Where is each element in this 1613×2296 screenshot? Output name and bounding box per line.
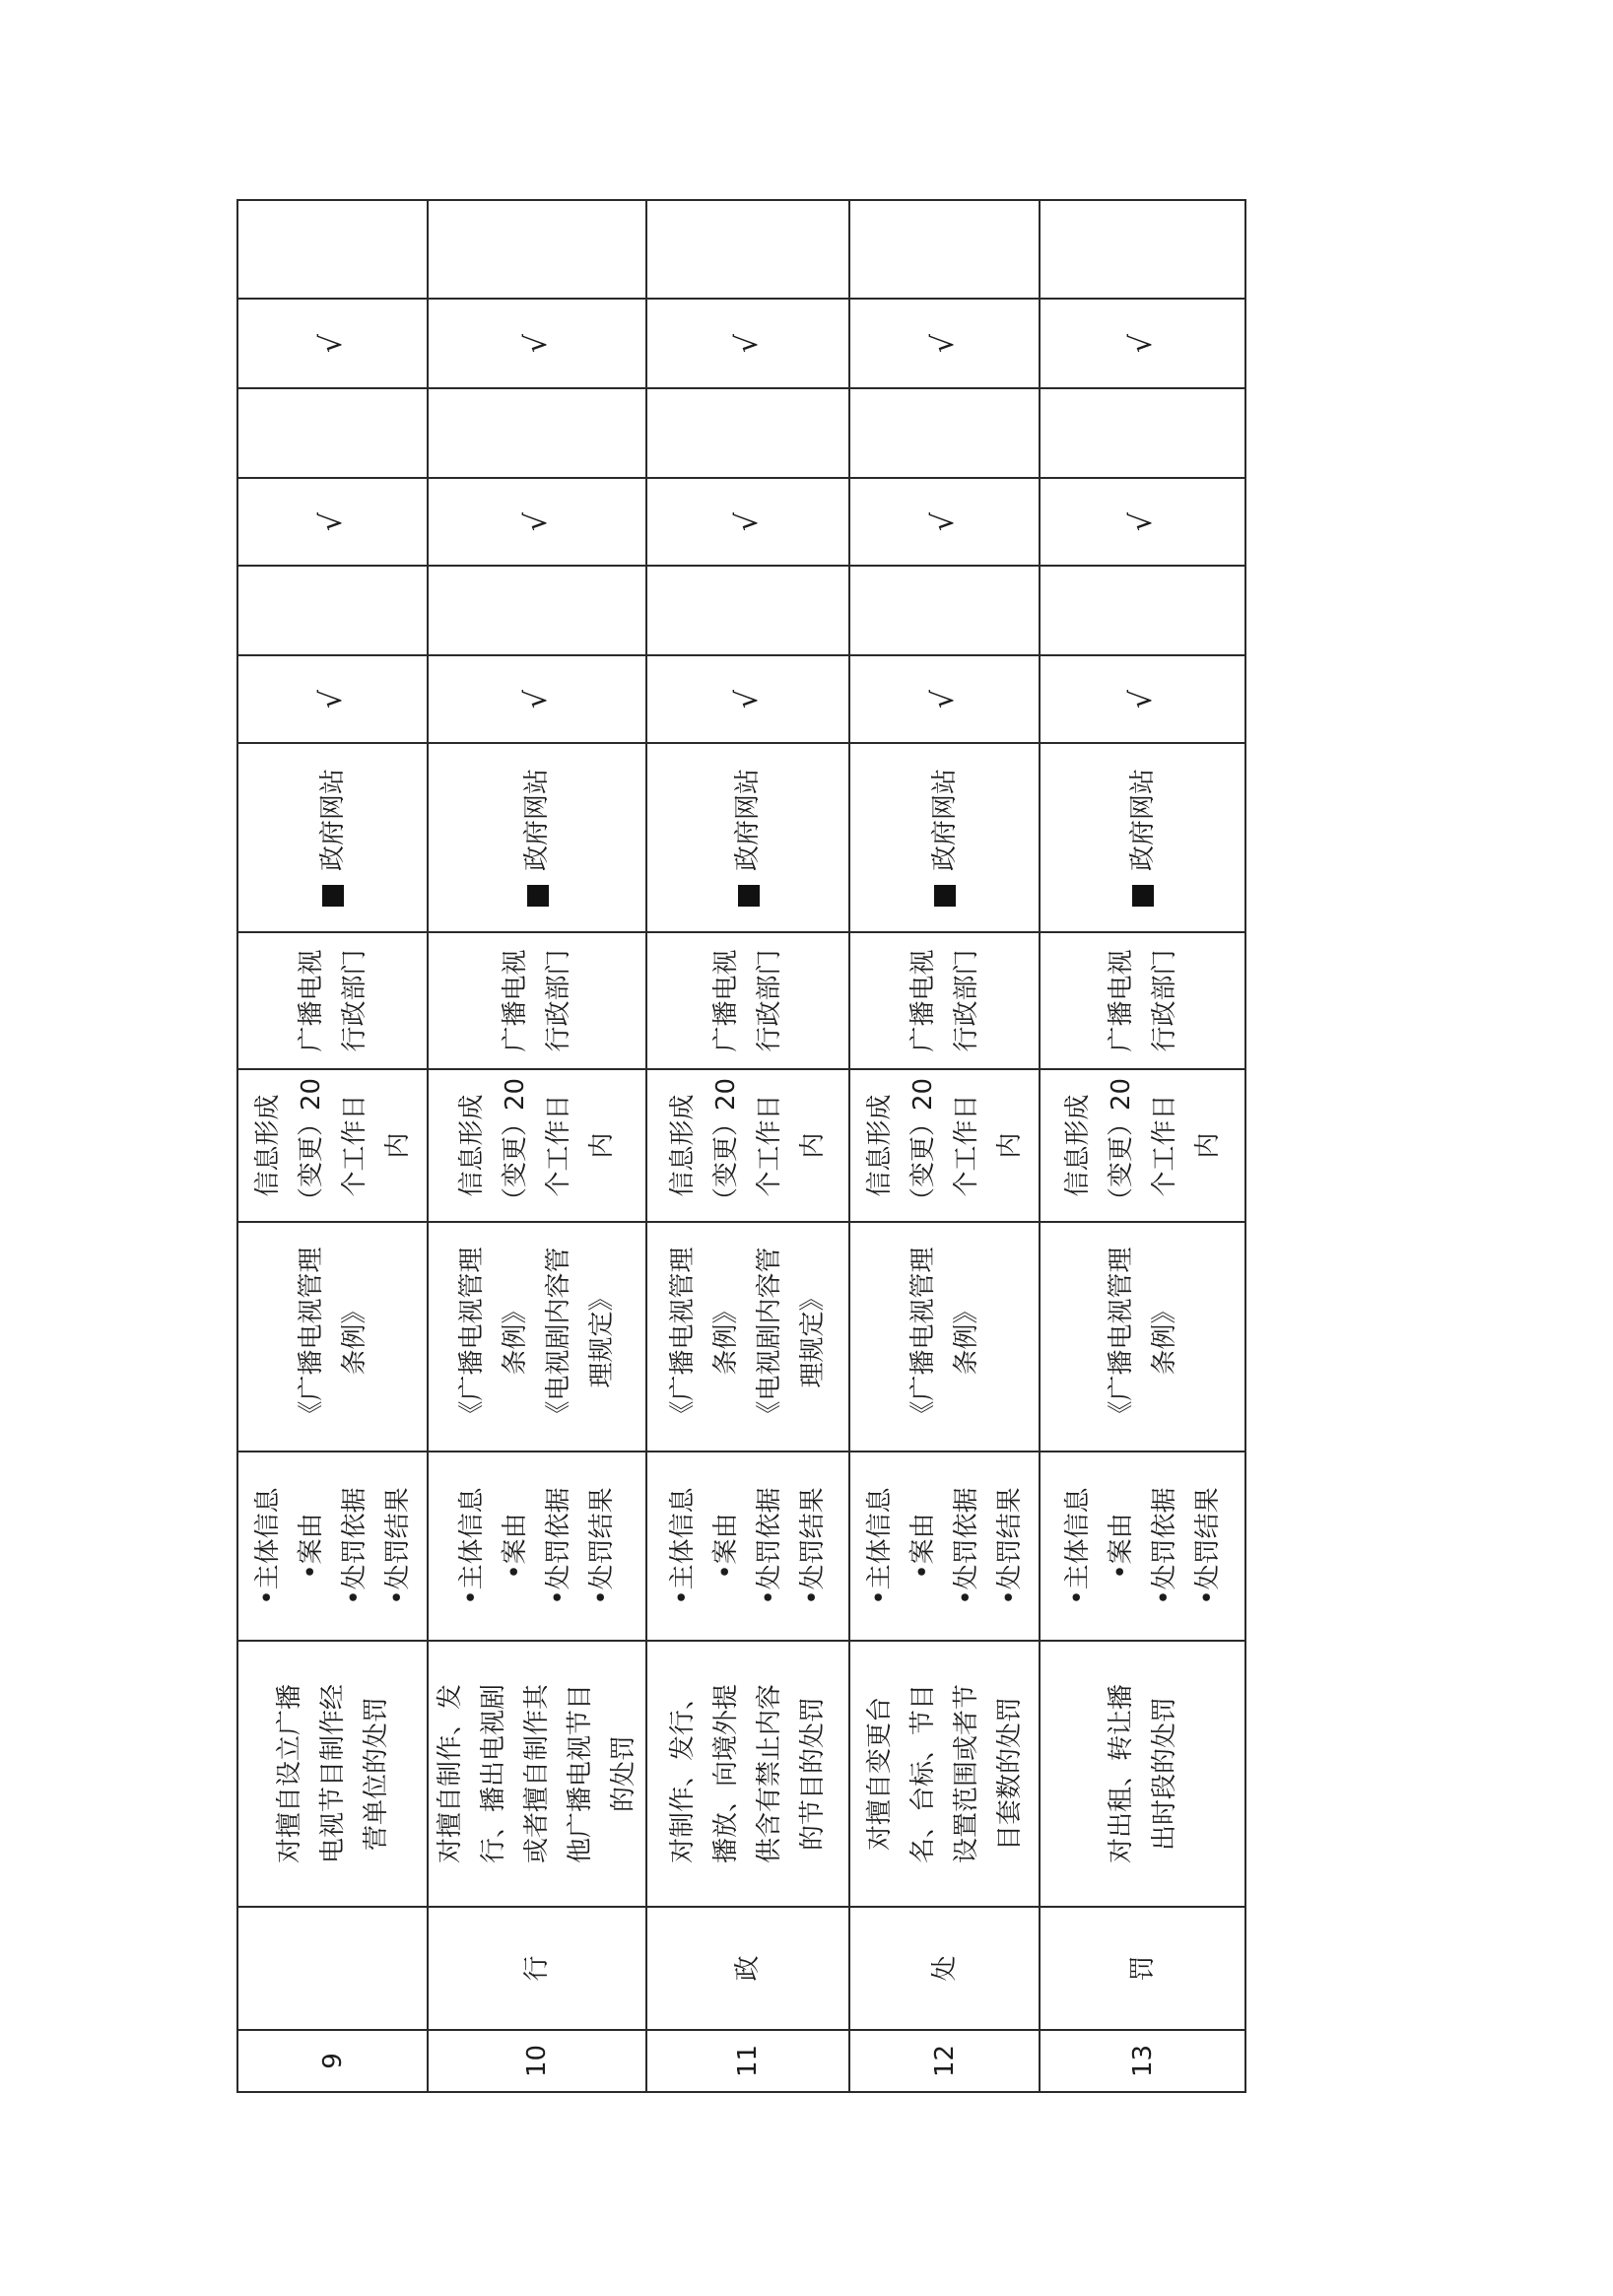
matter-name-line: 他广播电视节目 xyxy=(566,1684,595,1864)
disclosure-term-line: 内 xyxy=(587,1132,617,1159)
matter-name-line: 名、台标、节目 xyxy=(907,1684,938,1864)
table-row xyxy=(849,200,1040,2092)
matter-name-line: 的节目的处罚 xyxy=(798,1697,828,1852)
row-number: 13 xyxy=(1127,2044,1158,2078)
checkmark: √ xyxy=(926,689,961,709)
responsible-unit-line: 广播电视 xyxy=(711,949,741,1052)
category-cell xyxy=(428,1907,646,2030)
element-item: •案由 xyxy=(907,1513,938,1580)
checkmark: √ xyxy=(729,511,765,532)
empty-cell xyxy=(646,388,849,478)
legal-basis-line: 《广播电视管理 xyxy=(296,1247,326,1427)
empty-cell xyxy=(646,566,849,655)
filled-square-icon xyxy=(738,885,760,907)
responsible-unit-cell xyxy=(646,932,849,1069)
disclosure-channel-cell xyxy=(646,743,849,932)
table-row xyxy=(428,200,646,2092)
matter-name-line: 行、播出电视剧 xyxy=(479,1684,508,1864)
matter-name-cell xyxy=(1040,1641,1245,1907)
matter-name-line: 设置范围或者节 xyxy=(951,1684,981,1864)
legal-basis-line: 条例》 xyxy=(1149,1298,1179,1376)
checkmark-cell xyxy=(849,655,1040,743)
element-item: •处罚结果 xyxy=(382,1487,413,1605)
responsible-unit-line: 广播电视 xyxy=(501,949,530,1052)
rotated-document-page xyxy=(236,201,1229,2093)
row-number: 10 xyxy=(522,2044,552,2078)
disclosure-term-line: （变更）20 xyxy=(1106,1077,1136,1214)
legal-basis-cell xyxy=(237,1222,428,1452)
category-char: 政 xyxy=(733,1955,763,1982)
disclosure-term-cell xyxy=(646,1069,849,1222)
matter-name-cell xyxy=(237,1641,428,1907)
disclosure-term-line: （变更）20 xyxy=(296,1077,326,1214)
disclosure-term-line: 信息形成 xyxy=(1062,1094,1093,1197)
legal-basis-line: 《广播电视管理 xyxy=(907,1247,938,1427)
disclosure-term-cell xyxy=(849,1069,1040,1222)
checkmark-cell xyxy=(428,655,646,743)
disclosure-elements-cell xyxy=(237,1452,428,1641)
category-char: 行 xyxy=(522,1955,552,1982)
responsible-unit-cell xyxy=(1040,932,1245,1069)
table-row xyxy=(646,200,849,2092)
matter-name-cell xyxy=(428,1641,646,1907)
checkmark: √ xyxy=(729,333,765,354)
checkmark-cell xyxy=(646,478,849,566)
disclosure-term-line: 信息形成 xyxy=(252,1094,283,1197)
element-item: •案由 xyxy=(711,1513,741,1580)
empty-cell xyxy=(237,200,428,299)
legal-basis-line: 理规定》 xyxy=(587,1285,617,1388)
matter-name-line: 出时段的处罚 xyxy=(1149,1697,1179,1852)
matter-name-line: 供含有禁止内容 xyxy=(755,1684,784,1864)
disclosure-channel-cell xyxy=(1040,743,1245,932)
checkmark-cell xyxy=(237,478,428,566)
disclosure-channel-cell xyxy=(428,743,646,932)
table-row xyxy=(1040,200,1245,2092)
matter-name-line: 对擅自制作、发 xyxy=(436,1684,465,1864)
empty-cell xyxy=(646,200,849,299)
empty-cell xyxy=(237,566,428,655)
disclosure-term-cell xyxy=(428,1069,646,1222)
responsible-unit-line: 广播电视 xyxy=(907,949,938,1052)
row-number-cell xyxy=(646,2030,849,2092)
empty-cell xyxy=(237,388,428,478)
element-item: •案由 xyxy=(1106,1513,1136,1580)
checkmark: √ xyxy=(1124,511,1159,532)
disclosure-channel-cell xyxy=(237,743,428,932)
responsible-unit-line: 行政部门 xyxy=(544,949,573,1052)
disclosure-elements-cell xyxy=(849,1452,1040,1641)
empty-cell xyxy=(849,566,1040,655)
empty-cell xyxy=(1040,200,1245,299)
row-number: 9 xyxy=(317,2053,348,2069)
element-item: •处罚结果 xyxy=(1192,1487,1223,1605)
checkmark: √ xyxy=(1124,333,1159,354)
filled-square-icon xyxy=(527,885,549,907)
legal-basis-cell xyxy=(646,1222,849,1452)
matter-name-line: 电视节目制作经 xyxy=(317,1684,348,1864)
empty-cell xyxy=(849,388,1040,478)
element-item: •主体信息 xyxy=(457,1487,487,1605)
element-item: •主体信息 xyxy=(668,1487,698,1605)
checkmark: √ xyxy=(926,333,961,354)
checkmark-cell xyxy=(849,478,1040,566)
legal-basis-cell xyxy=(1040,1222,1245,1452)
matter-name-line: 的处罚 xyxy=(609,1735,638,1813)
disclosure-table xyxy=(236,199,1246,2093)
element-item: •案由 xyxy=(501,1513,530,1580)
checkmark-cell xyxy=(428,478,646,566)
disclosure-term-line: （变更）20 xyxy=(501,1077,530,1214)
row-number-cell xyxy=(237,2030,428,2092)
disclosure-term-line: 个工作日 xyxy=(755,1094,784,1197)
matter-name-cell xyxy=(849,1641,1040,1907)
legal-basis-line: 《电视剧内容管 xyxy=(544,1247,573,1427)
row-number-cell xyxy=(1040,2030,1245,2092)
responsible-unit-line: 行政部门 xyxy=(755,949,784,1052)
checkmark-cell xyxy=(1040,655,1245,743)
checkmark-cell xyxy=(1040,478,1245,566)
table-body xyxy=(237,200,1245,2092)
row-number-cell xyxy=(849,2030,1040,2092)
matter-name-line: 对出租、转让播 xyxy=(1106,1684,1136,1864)
empty-cell xyxy=(849,200,1040,299)
checkmark: √ xyxy=(314,333,349,354)
disclosure-term-line: （变更）20 xyxy=(907,1077,938,1214)
responsible-unit-cell xyxy=(849,932,1040,1069)
legal-basis-line: 条例》 xyxy=(711,1298,741,1376)
matter-name-line: 对擅自设立广播 xyxy=(274,1684,304,1864)
disclosure-channel-cell xyxy=(849,743,1040,932)
disclosure-term-line: （变更）20 xyxy=(711,1077,741,1214)
checkmark: √ xyxy=(518,689,554,709)
responsible-unit-line: 行政部门 xyxy=(951,949,981,1052)
checkmark-cell xyxy=(646,655,849,743)
disclosure-term-line: 个工作日 xyxy=(544,1094,573,1197)
element-item: •处罚依据 xyxy=(339,1487,370,1605)
disclosure-term-cell xyxy=(1040,1069,1245,1222)
legal-basis-line: 条例》 xyxy=(339,1298,370,1376)
disclosure-elements-cell xyxy=(646,1452,849,1641)
empty-cell xyxy=(1040,388,1245,478)
element-item: •处罚结果 xyxy=(587,1487,617,1605)
category-char: 罚 xyxy=(1127,1955,1158,1982)
channel-label: 政府网站 xyxy=(317,769,348,872)
element-item: •处罚结果 xyxy=(994,1487,1025,1605)
element-item: •案由 xyxy=(296,1513,326,1580)
legal-basis-line: 条例》 xyxy=(501,1298,530,1376)
empty-cell xyxy=(1040,566,1245,655)
checkmark-cell xyxy=(646,299,849,388)
element-item: •处罚依据 xyxy=(755,1487,784,1605)
filled-square-icon xyxy=(322,885,344,907)
checkmark: √ xyxy=(1124,689,1159,709)
row-number-cell xyxy=(428,2030,646,2092)
disclosure-elements-cell xyxy=(1040,1452,1245,1641)
disclosure-elements-cell xyxy=(428,1452,646,1641)
category-cell xyxy=(849,1907,1040,2030)
element-item: •主体信息 xyxy=(1062,1487,1093,1605)
disclosure-term-line: 个工作日 xyxy=(1149,1094,1179,1197)
element-item: •主体信息 xyxy=(252,1487,283,1605)
checkmark-cell xyxy=(428,299,646,388)
disclosure-term-line: 个工作日 xyxy=(339,1094,370,1197)
element-item: •处罚依据 xyxy=(951,1487,981,1605)
table-row xyxy=(237,200,428,2092)
filled-square-icon xyxy=(934,885,956,907)
checkmark-cell xyxy=(849,299,1040,388)
empty-cell xyxy=(428,566,646,655)
matter-name-line: 对擅自变更台 xyxy=(864,1697,895,1852)
legal-basis-line: 《广播电视管理 xyxy=(1106,1247,1136,1427)
disclosure-term-line: 内 xyxy=(1192,1132,1223,1159)
category-char: 处 xyxy=(929,1955,960,1982)
element-item: •处罚结果 xyxy=(798,1487,828,1605)
disclosure-term-line: 信息形成 xyxy=(457,1094,487,1197)
row-number: 11 xyxy=(733,2044,763,2078)
checkmark: √ xyxy=(518,511,554,532)
responsible-unit-line: 广播电视 xyxy=(296,949,326,1052)
channel-label: 政府网站 xyxy=(1127,769,1158,872)
channel-label: 政府网站 xyxy=(929,769,960,872)
checkmark-cell xyxy=(237,655,428,743)
responsible-unit-line: 行政部门 xyxy=(339,949,370,1052)
disclosure-term-cell xyxy=(237,1069,428,1222)
disclosure-term-line: 个工作日 xyxy=(951,1094,981,1197)
channel-label: 政府网站 xyxy=(522,769,552,872)
matter-name-line: 或者擅自制作其 xyxy=(522,1684,552,1864)
responsible-unit-cell xyxy=(237,932,428,1069)
legal-basis-line: 《广播电视管理 xyxy=(457,1247,487,1427)
disclosure-term-line: 信息形成 xyxy=(864,1094,895,1197)
legal-basis-cell xyxy=(428,1222,646,1452)
checkmark: √ xyxy=(314,511,349,532)
checkmark: √ xyxy=(314,689,349,709)
disclosure-term-line: 内 xyxy=(798,1132,828,1159)
legal-basis-line: 理规定》 xyxy=(798,1285,828,1388)
element-item: •处罚依据 xyxy=(1149,1487,1179,1605)
category-cell xyxy=(237,1907,428,2030)
checkmark-cell xyxy=(237,299,428,388)
checkmark: √ xyxy=(729,689,765,709)
checkmark: √ xyxy=(926,511,961,532)
legal-basis-line: 《广播电视管理 xyxy=(668,1247,698,1427)
element-item: •处罚依据 xyxy=(544,1487,573,1605)
responsible-unit-line: 广播电视 xyxy=(1106,949,1136,1052)
disclosure-term-line: 信息形成 xyxy=(668,1094,698,1197)
matter-name-cell xyxy=(646,1641,849,1907)
disclosure-term-line: 内 xyxy=(994,1132,1025,1159)
responsible-unit-cell xyxy=(428,932,646,1069)
matter-name-line: 目套数的处罚 xyxy=(994,1697,1025,1852)
category-cell xyxy=(1040,1907,1245,2030)
empty-cell xyxy=(428,200,646,299)
legal-basis-line: 《电视剧内容管 xyxy=(755,1247,784,1427)
legal-basis-cell xyxy=(849,1222,1040,1452)
matter-name-line: 对制作、发行、 xyxy=(668,1684,698,1864)
checkmark-cell xyxy=(1040,299,1245,388)
responsible-unit-line: 行政部门 xyxy=(1149,949,1179,1052)
category-cell xyxy=(646,1907,849,2030)
matter-name-line: 播放、向境外提 xyxy=(711,1684,741,1864)
filled-square-icon xyxy=(1132,885,1154,907)
legal-basis-line: 条例》 xyxy=(951,1298,981,1376)
empty-cell xyxy=(428,388,646,478)
matter-name-line: 营单位的处罚 xyxy=(361,1697,391,1852)
channel-label: 政府网站 xyxy=(733,769,763,872)
element-item: •主体信息 xyxy=(864,1487,895,1605)
row-number: 12 xyxy=(929,2044,960,2078)
disclosure-term-line: 内 xyxy=(382,1132,413,1159)
checkmark: √ xyxy=(518,333,554,354)
